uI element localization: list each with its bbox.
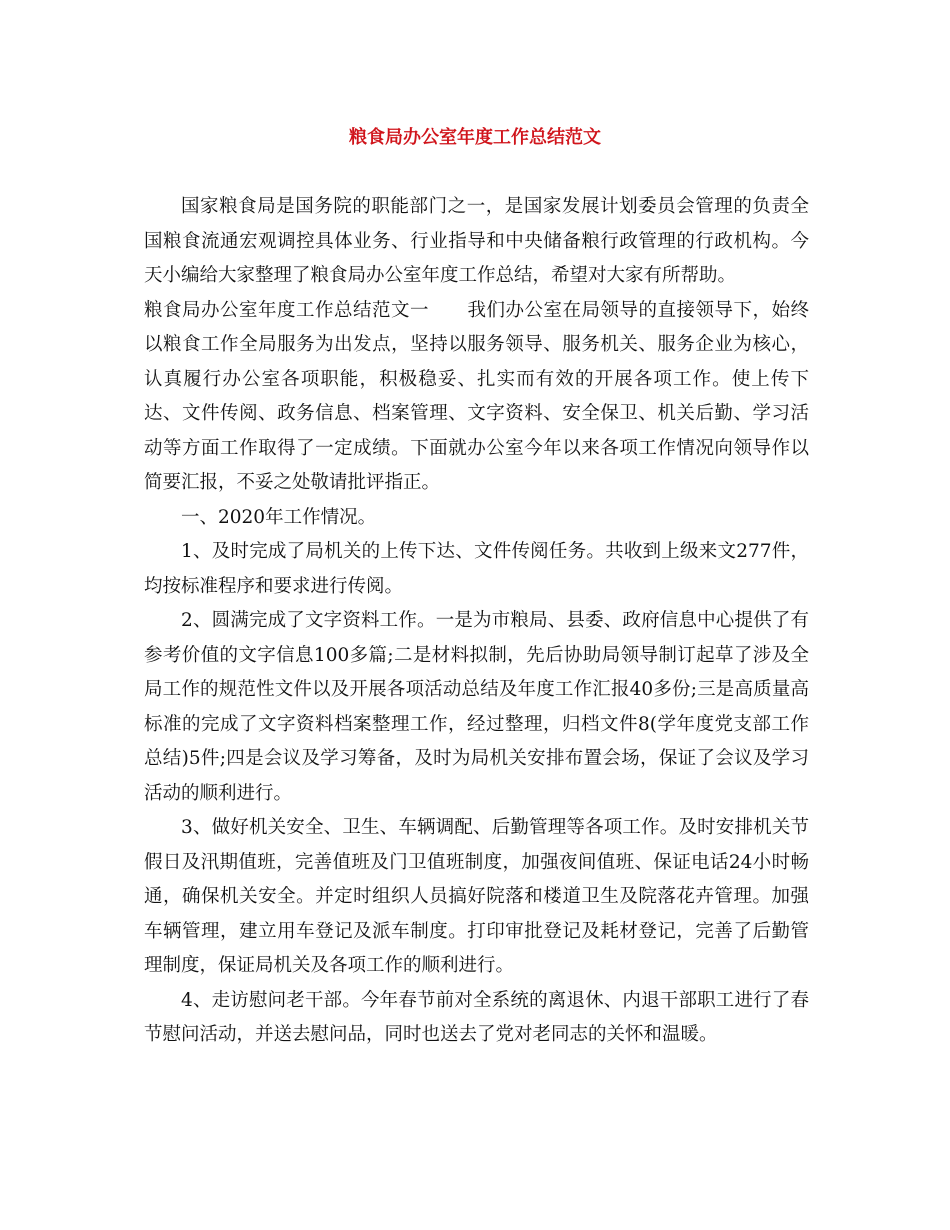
- section-paragraph: [144, 294, 809, 501]
- paragraph-1: 1、及时完成了局机关的上传下达、文件传阅任务。共收到上级来文277件，均按标准程序和要求进行传阅。: [144, 541, 809, 597]
- paragraph-2: 2、圆满完成了文字资料工作。一是为市粮局、县委、政府信息中心提供了有参考价值的文字信息100多篇;二是材料拟制，先后协助局领导制订起草了涉及全局工作的规范性文件以及开展各项活动总结及年度工作汇报40多份;三是高质量高标准的完成了文字资料档案整理工作，经过整理，归档文件8(学年度党支部工作总结)5件;四是会议及学习筹备，及时为局机关安排布置会场，保证了会议及学习活动的顺利进行。: [144, 610, 809, 804]
- paragraph-4: 4、走访慰问老干部。今年春节前对全系统的离退休、内退干部职工进行了春节慰问活动，并送去慰问品，同时也送去了党对老同志的关怀和温暖。: [144, 989, 809, 1045]
- paragraph-3: 3、做好机关安全、卫生、车辆调配、后勤管理等各项工作。及时安排机关节假日及汛期值班，完善值班及门卫值班制度，加强夜间值班、保证电话24小时畅通，确保机关安全。并定时组织人员搞好院落和楼道卫生及院落花卉管理。加强车辆管理，建立用车登记及派车制度。打印审批登记及耗材登记，完善了后勤管理制度，保证局机关及各项工作的顺利进行。: [144, 817, 809, 976]
- document-title: 粮食局办公室年度工作总结范文: [349, 127, 601, 148]
- section-text: 我们办公室在局领导的直接领导下，始终以粮食工作全局服务为出发点，坚持以服务领导、服务机关、服务企业为核心，认真履行办公室各项职能，积极稳妥、扎实而有效的开展各项工作。使上传下达、文件传阅、政务信息、档案管理、文字资料、安全保卫、机关后勤、学习活动等方面工作取得了一定成绩。下面就办公室今年以来各项工作情况向领导作以简要汇报，不妥之处敬请批评指正。: [144, 299, 809, 493]
- intro-paragraph: 国家粮食局是国务院的职能部门之一，是国家发展计划委员会管理的负责全国粮食流通宏观调控具体业务、行业指导和中央储备粮行政管理的行政机构。今天小编给大家整理了粮食局办公室年度工作总结，希望对大家有所帮助。: [144, 196, 809, 286]
- document-body: [144, 190, 809, 1053]
- section-label: 粮食局办公室年度工作总结范文一: [144, 299, 429, 321]
- heading-one: 一、2020年工作情况。: [181, 506, 377, 528]
